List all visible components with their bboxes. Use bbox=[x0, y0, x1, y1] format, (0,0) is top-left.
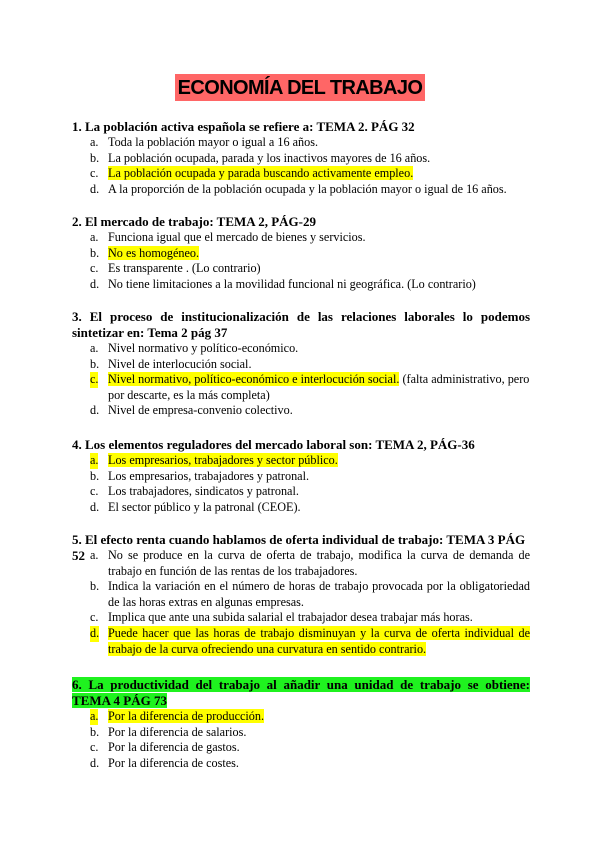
option-4b bbox=[90, 469, 530, 485]
option-letter: d. bbox=[90, 499, 100, 514]
option-text: Los trabajadores, sindicatos y patronal. bbox=[108, 484, 299, 499]
option-text: No se produce en la curva de oferta de trabajo, modifica la curva de demanda de trabajo en función de las rentas de los trabajadores. bbox=[108, 548, 530, 578]
option-5a bbox=[90, 548, 530, 579]
option-text: Toda la población mayor o igual a 16 años. bbox=[108, 135, 319, 149]
option-4a bbox=[90, 453, 530, 469]
option-text: Nivel de interlocución social. bbox=[108, 356, 252, 371]
options-list-1 bbox=[90, 135, 530, 197]
option-letter: a. bbox=[90, 230, 99, 244]
option-letter: d. bbox=[90, 181, 100, 196]
option-letter: d. bbox=[90, 276, 100, 291]
option-letter: b. bbox=[90, 356, 100, 371]
option-text: Los empresarios, trabajadores y patronal. bbox=[108, 468, 310, 483]
option-letter: a. bbox=[90, 453, 99, 467]
option-text: Nivel de empresa-convenio colectivo. bbox=[108, 403, 293, 418]
option-letter: a. bbox=[90, 135, 99, 149]
options-list-3 bbox=[90, 341, 530, 419]
option-text: Es transparente . (Lo contrario) bbox=[108, 261, 261, 276]
option-5c bbox=[90, 610, 530, 626]
option-text: No tiene limitaciones a la movilidad funcional ni geográfica. (Lo contrario) bbox=[108, 276, 476, 291]
option-letter: c. bbox=[90, 740, 99, 755]
option-text-highlighted: Los empresarios, trabajadores y sector público. bbox=[108, 453, 338, 467]
option-2b bbox=[90, 246, 530, 262]
option-letter: c. bbox=[90, 261, 99, 276]
option-letter: c. bbox=[90, 166, 99, 181]
options-list-5 bbox=[90, 548, 530, 657]
option-1a bbox=[90, 135, 530, 151]
option-1b bbox=[90, 151, 530, 167]
option-text-highlighted: Puede hacer que las horas de trabajo disminuyan y la curva de oferta individual de trabajo de la curva ofreciendo una curvatura en sentido contrario. bbox=[108, 625, 530, 656]
option-text-highlighted: Nivel normativo, político-económico e interlocución social. bbox=[108, 372, 400, 387]
option-3c bbox=[90, 372, 530, 403]
option-text: Funciona igual que el mercado de bienes y servicios. bbox=[108, 230, 366, 244]
options-list-4 bbox=[90, 453, 530, 515]
document-title: ECONOMÍA DEL TRABAJO bbox=[175, 74, 426, 101]
option-letter: d. bbox=[90, 625, 100, 640]
option-2c bbox=[90, 261, 530, 277]
option-text: Indica la variación en el número de horas de trabajo provocada por la obligatoriedad de las horas extras en algunas empresas. bbox=[108, 579, 530, 609]
option-text: El sector público y la patronal (CEOE). bbox=[108, 499, 301, 514]
question-4 bbox=[72, 437, 530, 453]
question-1 bbox=[72, 119, 530, 135]
question-text: 3. El proceso de institucionalización de las relaciones laborales lo podemos sintetizar en: Tema 2 pág 37 bbox=[72, 309, 530, 340]
option-letter: a. bbox=[90, 341, 99, 355]
option-text: Por la diferencia de salarios. bbox=[108, 724, 247, 739]
option-4d bbox=[90, 500, 530, 516]
option-letter: a. bbox=[90, 548, 99, 562]
option-text: Por la diferencia de costes. bbox=[108, 755, 239, 770]
question-text: 2. El mercado de trabajo: TEMA 2, PÁG-29 bbox=[72, 214, 316, 229]
option-6a bbox=[90, 709, 530, 725]
title-container bbox=[0, 74, 600, 101]
option-6d bbox=[90, 756, 530, 772]
option-text-highlighted: No es homogéneo. bbox=[108, 245, 200, 260]
question-6 bbox=[72, 677, 530, 709]
option-letter: b. bbox=[90, 150, 100, 165]
question-text: 1. La población activa española se refiere a: TEMA 2. PÁG 32 bbox=[72, 119, 415, 134]
question-text-highlighted: 6. La productividad del trabajo al añadir una unidad de trabajo se obtiene: TEMA 4 PÁG 73 bbox=[72, 677, 530, 708]
option-6c bbox=[90, 740, 530, 756]
option-letter: c. bbox=[90, 372, 99, 387]
option-text: Nivel normativo y político-económico. bbox=[108, 341, 299, 355]
option-1c bbox=[90, 166, 530, 182]
option-1d bbox=[90, 182, 530, 198]
question-2 bbox=[72, 214, 530, 230]
option-note: (falta administrativo, pero por descarte, es la más completa) bbox=[108, 372, 530, 402]
option-5d bbox=[90, 626, 530, 657]
option-letter: b. bbox=[90, 245, 100, 260]
option-text: Por la diferencia de gastos. bbox=[108, 740, 240, 755]
option-text: La población ocupada, parada y los inactivos mayores de 16 años. bbox=[108, 150, 431, 165]
option-text: A la proporción de la población ocupada y la población mayor o igual de 16 años. bbox=[108, 181, 507, 196]
option-letter: d. bbox=[90, 755, 100, 770]
option-3d bbox=[90, 403, 530, 419]
option-letter: d. bbox=[90, 403, 100, 418]
option-letter: c. bbox=[90, 484, 99, 499]
option-letter: c. bbox=[90, 610, 99, 625]
options-list-6 bbox=[90, 709, 530, 771]
question-3 bbox=[72, 309, 530, 341]
option-2a bbox=[90, 230, 530, 246]
option-letter: b. bbox=[90, 724, 100, 739]
option-text-highlighted: La población ocupada y parada buscando activamente empleo. bbox=[108, 166, 414, 181]
option-text: Implica que ante una subida salarial el trabajador desea trabajar más horas. bbox=[108, 610, 473, 625]
question-text: 4. Los elementos reguladores del mercado laboral son: TEMA 2, PÁG-36 bbox=[72, 437, 475, 452]
options-list-2 bbox=[90, 230, 530, 292]
option-letter: b. bbox=[90, 579, 100, 594]
question-text: 5. El efecto renta cuando hablamos de oferta individual de trabajo: TEMA 3 PÁG 52 bbox=[72, 532, 526, 563]
option-3a bbox=[90, 341, 530, 357]
option-4c bbox=[90, 484, 530, 500]
option-text-highlighted: Por la diferencia de producción. bbox=[108, 709, 265, 723]
option-letter: b. bbox=[90, 468, 100, 483]
option-6b bbox=[90, 725, 530, 741]
option-letter: a. bbox=[90, 709, 99, 723]
option-3b bbox=[90, 357, 530, 373]
option-2d bbox=[90, 277, 530, 293]
option-5b bbox=[90, 579, 530, 610]
